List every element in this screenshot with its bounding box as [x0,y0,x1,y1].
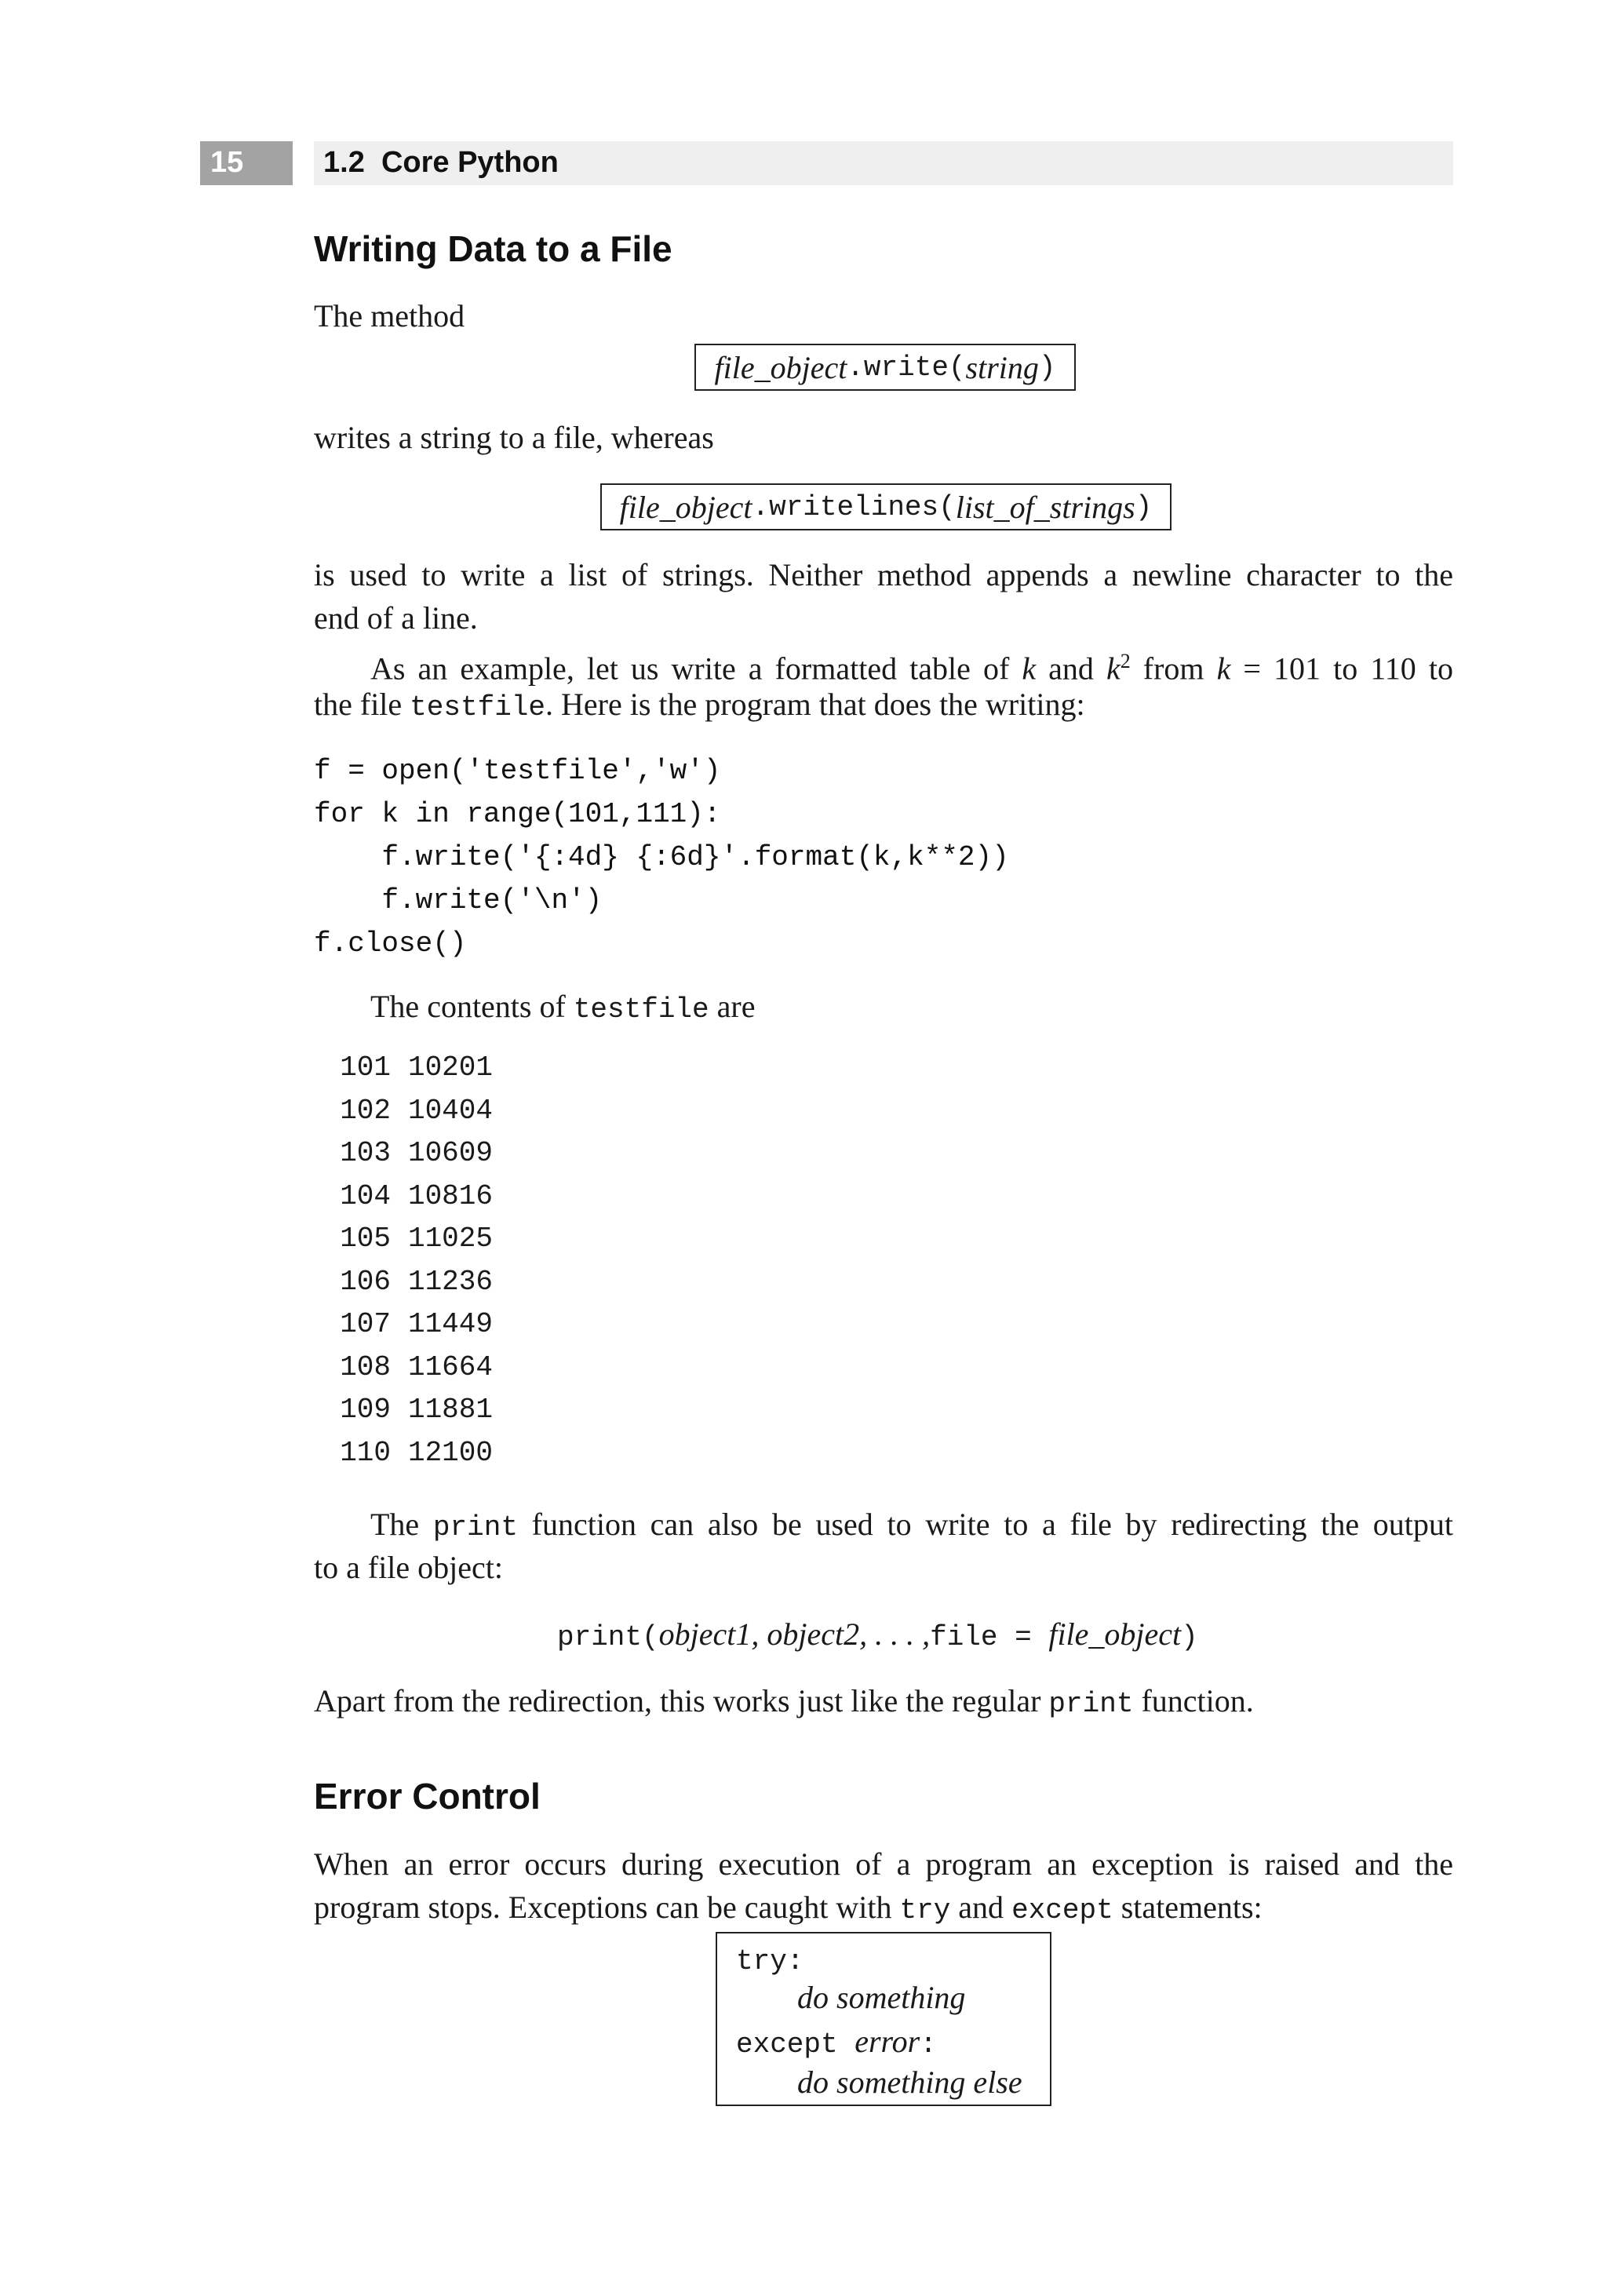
text-span: are [709,989,756,1024]
try-line [736,1940,804,1977]
text-span: Apart from the redirection, this works just like the regular [314,1683,1049,1718]
table-row [330,1394,493,1437]
k-squared-value: 11881 [407,1394,493,1426]
k-squared-value: 10609 [407,1137,493,1169]
k-value: 110 [340,1436,391,1469]
k-squared-value: 12100 [407,1436,493,1469]
table-row [330,1180,493,1223]
text-span: The contents of [370,989,574,1024]
error-placeholder: error [855,2024,920,2059]
code-line: f.close() [314,928,467,960]
formula-method: .writelines( [752,490,956,523]
text-span: The [370,1507,433,1542]
except-keyword: except [736,2028,855,2061]
text-span: and [950,1890,1012,1925]
k-value: 106 [340,1265,391,1298]
except-line [736,2023,937,2061]
intro-text: The method [314,298,465,333]
inline-code: testfile [573,993,709,1026]
formula-value: file_object [1048,1616,1182,1652]
formula-object: file_object [619,489,752,525]
formula-args: object1, object2, . . . , [658,1616,931,1652]
section-heading-error-control: Error Control [314,1776,541,1817]
example-paragraph-line [314,683,1085,729]
k-value: 104 [340,1179,391,1212]
math-k: k [1022,651,1037,687]
k-value: 102 [340,1094,391,1127]
formula-object: file_object [714,349,847,385]
formula-arg: string [965,349,1039,385]
inline-code: except [1011,1894,1113,1926]
print-paragraph-line [370,1503,1453,1549]
do-something-else-line: do something else [797,2065,1022,2100]
math-k: k [1216,651,1231,687]
code-line: f.write('{:4d} {:6d}'.format(k,k**2)) [314,841,1009,873]
table-row [330,1351,493,1394]
contents-text [370,985,755,1031]
error-paragraph-line: When an error occurs during execution of a program an exception is raised and the [314,1846,1453,1882]
do-something-line: do something [797,1980,966,2015]
inline-code: try [899,1894,951,1926]
writelines-formula-box [600,483,1172,530]
formula-arg: list_of_strings [955,489,1135,525]
k-squared-value: 10816 [407,1179,493,1212]
print-paragraph-line: to a file object: [314,1550,504,1585]
inline-code: print [432,1511,518,1543]
table-row [330,1051,493,1095]
redirect-text [314,1679,1254,1726]
formula-close: ) [1181,1621,1198,1653]
running-header-title: 1.2 Core Python [323,146,559,179]
k-squared-value: 10201 [407,1051,493,1084]
table-row [330,1095,493,1138]
output-table [330,1051,493,1479]
table-row [330,1437,493,1480]
print-formula [557,1613,1198,1659]
formula-keyword: file = [930,1621,1049,1653]
k-squared-value: 11025 [407,1223,493,1255]
section-heading-writing: Writing Data to a File [314,228,672,269]
formula-function: print( [557,1621,659,1653]
text-span: . Here is the program that does the writing: [545,687,1085,722]
k-value: 107 [340,1308,391,1340]
table-row [330,1308,493,1351]
math-k: k [1106,651,1121,687]
error-paragraph-line [314,1886,1263,1932]
text-span: and [1036,651,1106,687]
k-value: 105 [340,1223,391,1255]
write-formula-box [694,344,1076,391]
text-span: from [1130,651,1217,687]
colon: : [920,2028,937,2061]
k-value: 103 [340,1137,391,1169]
code-line: f = open('testfile','w') [314,755,721,787]
paragraph-line: is used to write a list of strings. Neither method appends a newline character to the [314,557,1453,592]
text-span: statements: [1113,1890,1263,1925]
k-value: 109 [340,1394,391,1426]
k-squared-value: 11449 [407,1308,493,1340]
text-span: function can also be used to write to a file by redirecting the output [517,1507,1454,1542]
code-line: f.write('\n') [314,884,603,917]
inline-code: testfile [410,691,545,723]
k-value: 108 [340,1350,391,1383]
k-squared-value: 11236 [407,1265,493,1298]
formula-close: ) [1135,490,1153,523]
try-except-box [716,1932,1051,2106]
text-span: As an example, let us write a formatted table of [370,651,1022,687]
formula-close: ) [1038,351,1056,384]
text-span: function. [1133,1683,1254,1718]
formula-method: .write( [847,351,966,384]
text-span: the file [314,687,410,722]
math-exponent: 2 [1120,650,1131,672]
code-block [314,749,1009,965]
try-keyword: try: [736,1945,804,1977]
text-span: program stops. Exceptions can be caught with [314,1890,900,1925]
table-row [330,1137,493,1180]
k-squared-value: 11664 [407,1350,493,1383]
code-line: for k in range(101,111): [314,798,721,830]
text-span: = 101 to 110 to [1230,651,1453,687]
k-squared-value: 10404 [407,1094,493,1127]
table-row [330,1223,493,1266]
k-value: 101 [340,1051,391,1084]
after-formula-text: writes a string to a file, whereas [314,420,714,455]
page-number: 15 [210,146,244,179]
inline-code: print [1048,1688,1134,1720]
paragraph-line: end of a line. [314,600,478,636]
table-row [330,1266,493,1309]
